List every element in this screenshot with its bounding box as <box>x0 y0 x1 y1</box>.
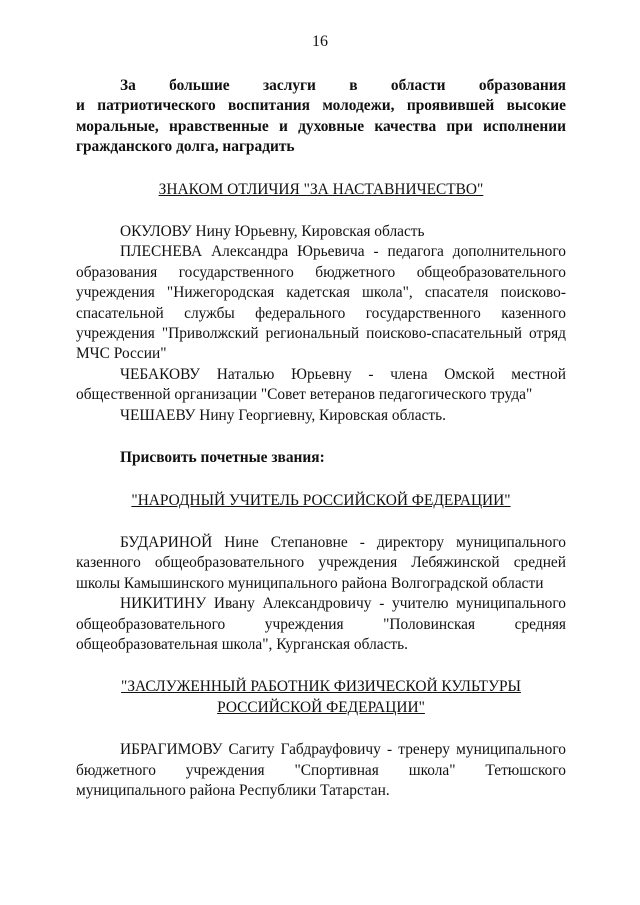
section-heading-mentorship: ЗНАКОМ ОТЛИЧИЯ "ЗА НАСТАВНИЧЕСТВО" <box>158 180 484 198</box>
section-heading-line1: "ЗАСЛУЖЕННЫЙ РАБОТНИК ФИЗИЧЕСКОЙ КУЛЬТУРЫ <box>121 678 521 696</box>
award-entry: ИБРАГИМОВУ Сагиту Габдрауфовичу - тренеру муниципального бюджетного учреждения "Спортивная школа" Тетюшского муниципального района Республики Татарстан. <box>76 741 566 799</box>
award-intro-rest: и патриотического воспитания молодежи, проявившей высокие моральные, нравственные и духовные качества при исполнении гражданского долга, наградить <box>76 97 566 156</box>
award-intro <box>76 76 566 158</box>
assign-titles-heading: Присвоить почетные звания: <box>120 449 325 467</box>
award-entry: НИКИТИНУ Ивану Александровичу - учителю муниципального общеобразовательного учреждения "Половинская средняя общеобразовательная школа", Курганская область. <box>76 595 566 653</box>
award-entry: ОКУЛОВУ Нину Юрьевну, Кировская область <box>120 223 425 241</box>
award-entry: ЧЕШАЕВУ Нину Георгиевну, Кировская область. <box>120 406 446 424</box>
award-entry: ПЛЕСНЕВА Александра Юрьевича - педагога дополнительного образования государственного бюджетного общеобразовательного учреждения "Нижегородская кадетская школа", спасателя поисково-спасательной службы федерального государственного казенного учреждения "Приволжский региональный поисково-спасательный отряд МЧС России" <box>76 243 566 363</box>
page-number: 16 <box>312 33 328 50</box>
award-entry: ЧЕБАКОВУ Наталью Юрьевну - члена Омской местной общественной организации "Совет ветеранов педагогического труда" <box>76 365 566 404</box>
award-intro-line1: За большие заслуги в области образования <box>120 77 566 94</box>
document-body <box>76 76 566 801</box>
section-heading-peoples-teacher: "НАРОДНЫЙ УЧИТЕЛЬ РОССИЙСКОЙ ФЕДЕРАЦИИ" <box>131 491 511 509</box>
section-heading-line2: РОССИЙСКОЙ ФЕДЕРАЦИИ" <box>217 698 425 716</box>
award-entry: БУДАРИНОЙ Нине Степановне - директору муниципального казенного общеобразовательного учреждения Лебяжинской средней школы Камышинского муниципального района Волгоградской области <box>76 533 566 592</box>
section-heading-physical-culture <box>76 677 566 718</box>
